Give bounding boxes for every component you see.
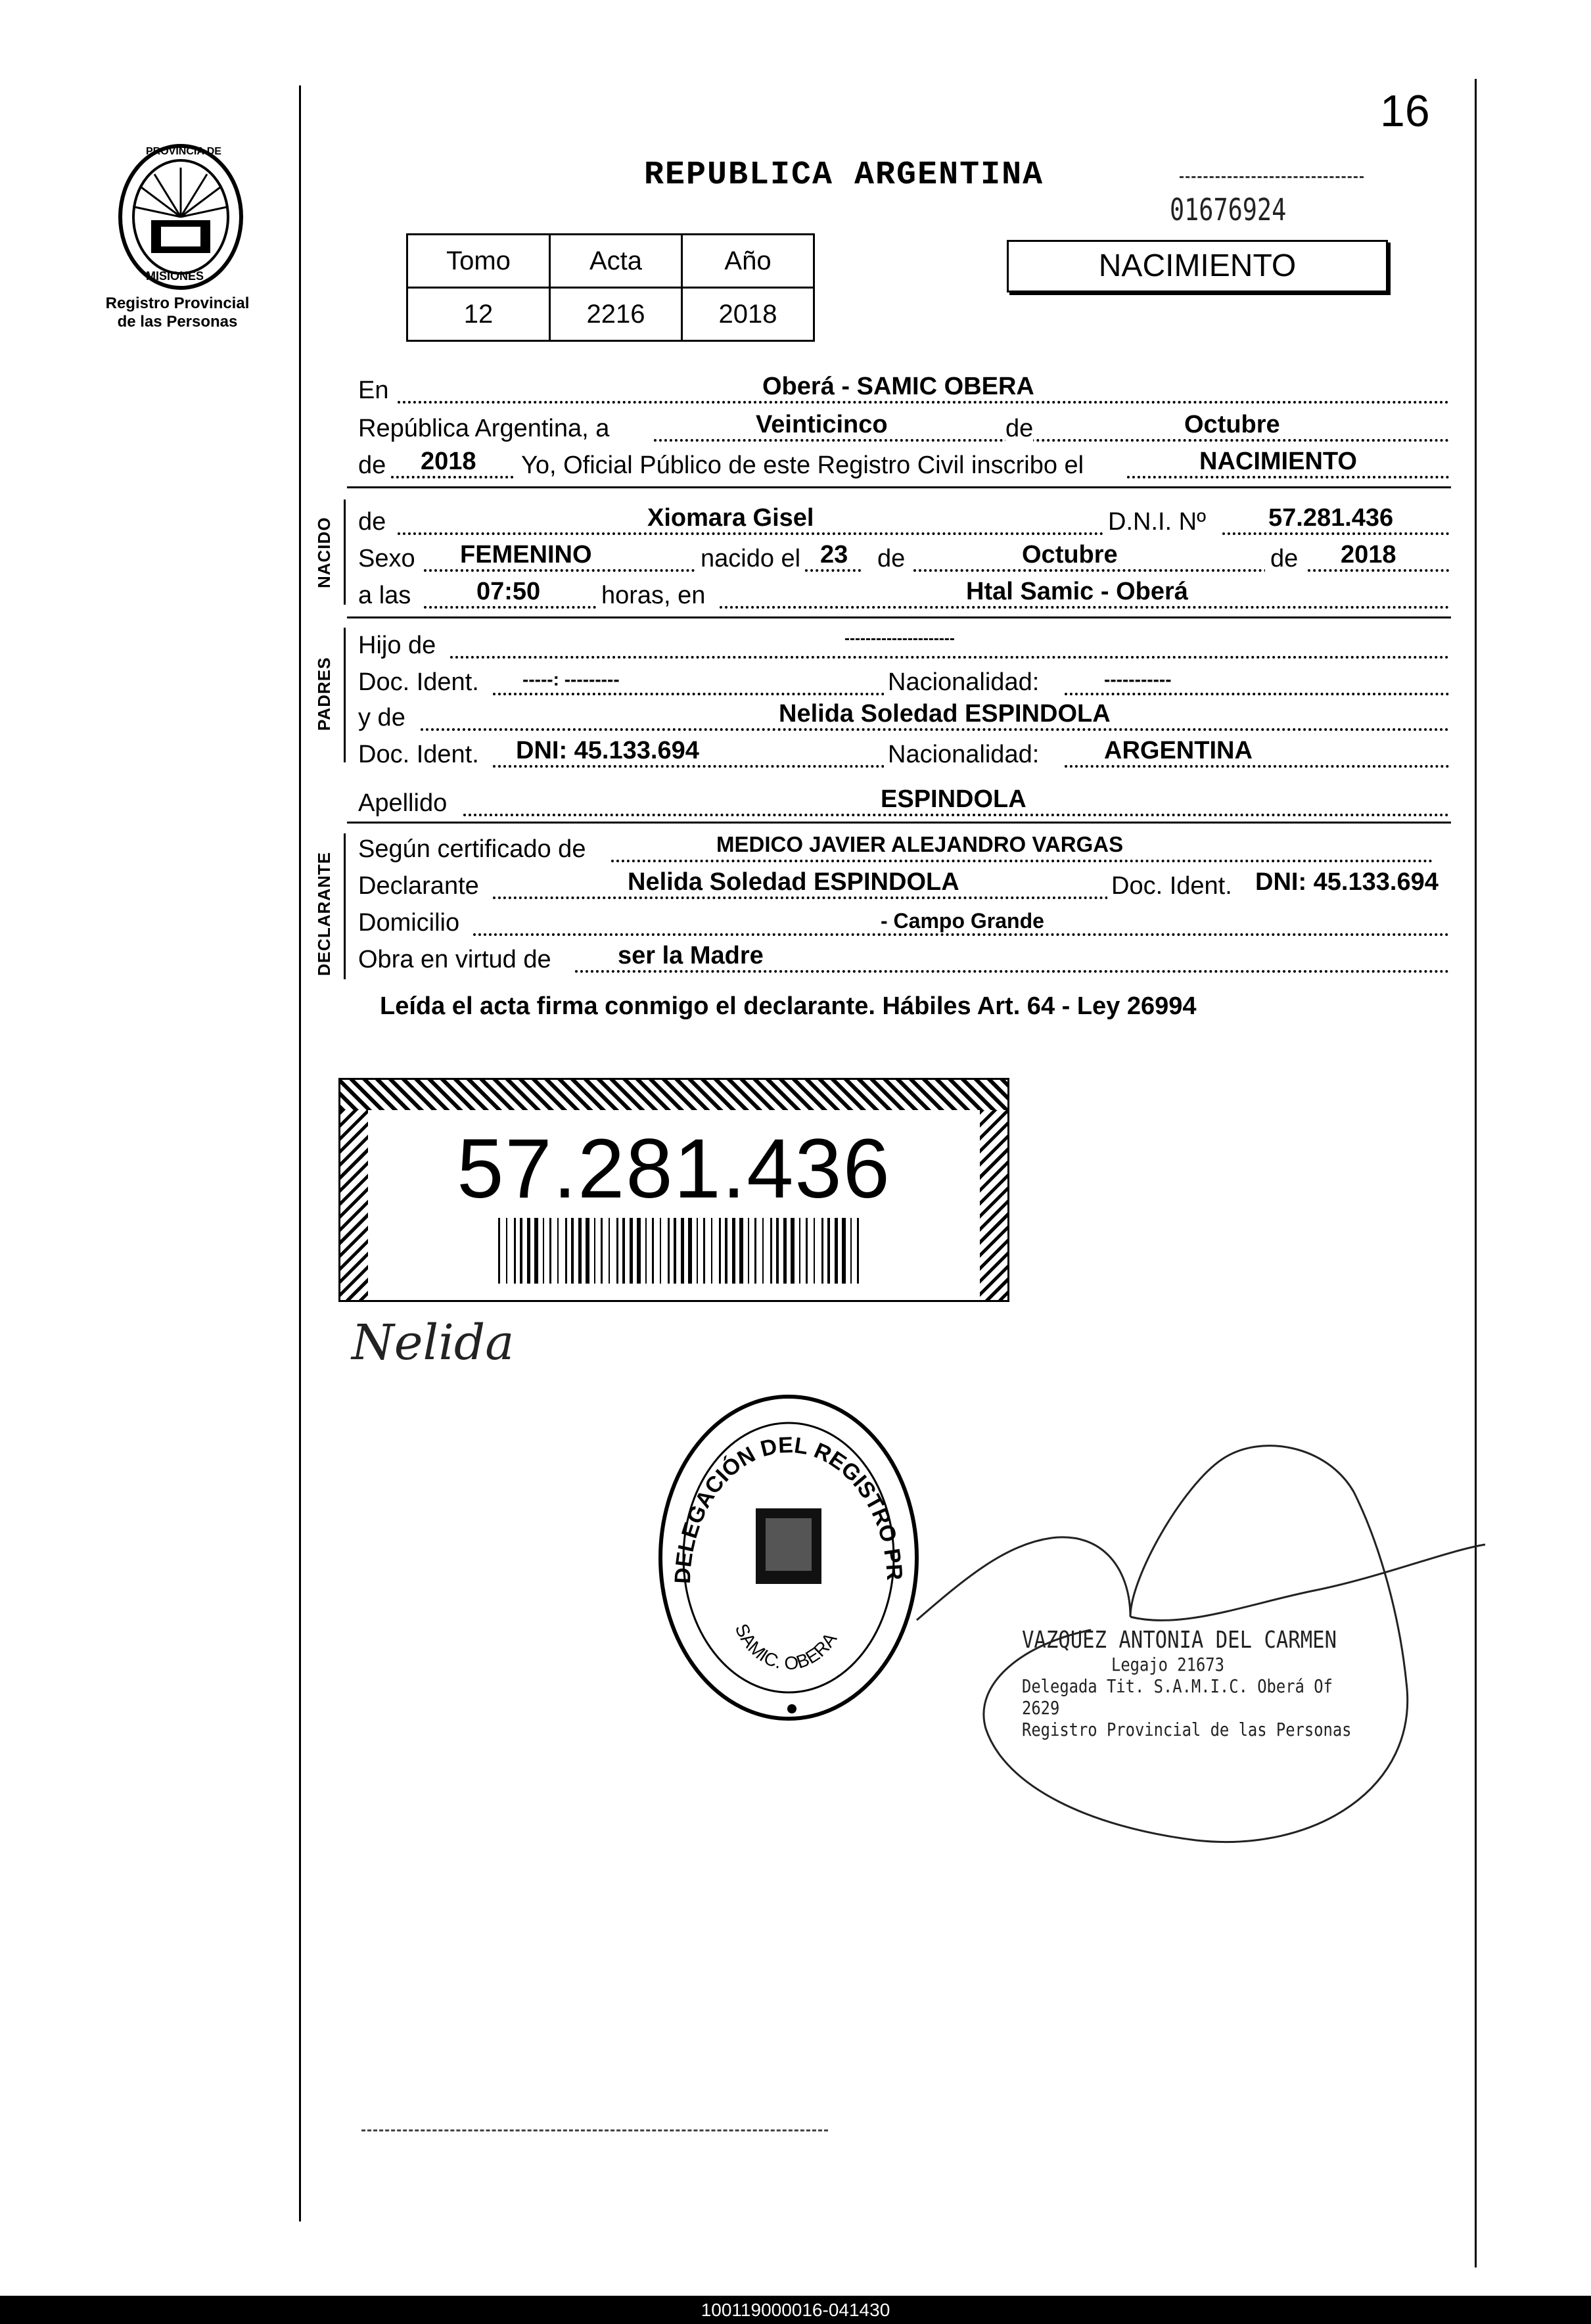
dotted-line [424,606,601,609]
dotted-line [913,569,1288,572]
nacido-de-year-label: de [1265,545,1298,573]
barcode-bar [703,1218,705,1284]
dom-value: - Campo Grande [881,909,1044,933]
declarante-bracket [344,833,346,979]
horas-label: horas, en [596,582,705,610]
barcode-bar [776,1218,779,1284]
barcode-bar [549,1218,551,1284]
birth-month-value: Octubre [1022,541,1118,569]
child-dni-value: 57.281.436 [1268,504,1394,532]
tomo-header: Tomo [407,235,550,288]
place-value: Oberá - SAMIC OBERA [762,373,1034,400]
barcode-bar [543,1218,544,1284]
dotted-line [805,569,861,572]
row-certificado [358,833,1449,866]
row-a-las [358,580,1449,613]
day-words-value: Veinticinco [756,411,888,438]
barcode-bar [739,1218,743,1284]
seal-top-text: PROVINCIA DE [146,146,221,157]
barcode-bar [814,1218,815,1284]
handwritten-signature: Nelida [352,1314,515,1371]
nacido-el-label: nacido el [697,545,800,573]
barcode-bar [622,1218,625,1284]
nacido-de-label: de [358,508,386,536]
anio-value: 2018 [682,288,814,341]
barcode-bar [821,1218,823,1284]
nacido-bracket [344,500,346,605]
official-name: VAZQUEZ ANTONIA DEL CARMEN [1022,1627,1337,1654]
seal-bottom-text: MISIONES [146,269,204,283]
barcode-bar [616,1218,618,1284]
barcode-bar [857,1218,859,1284]
dotted-line [575,970,1449,973]
dotted-line [720,606,1449,609]
sexo-label: Sexo [358,545,415,572]
dotted-line [654,439,1449,442]
dotted-line [1222,532,1449,535]
decl-doc-label: Doc. Ident. [1107,872,1232,900]
row-hijo-de [358,630,1449,662]
dotted-line [424,569,700,572]
father-name-value: --------------------- [844,630,955,647]
official-registry: Registro Provincial de las Personas [1022,1719,1352,1740]
barcode-bar [674,1218,676,1284]
faded-bottom-line [361,2129,828,2131]
barcode-bar [527,1218,530,1284]
barcode-bar [565,1218,567,1284]
intro-underline [347,486,1451,488]
barcode-bar [770,1218,772,1284]
row-father-doc [358,666,1449,699]
row-mother-doc [358,739,1449,772]
svg-text:SAMIC. OBERA [731,1621,841,1674]
apellido-label: Apellido [358,789,448,817]
row-y-de [358,702,1449,735]
decl-label: Declarante [358,872,479,900]
row-apellido [358,787,1449,820]
barcode-bar [719,1218,721,1284]
official-role: Delegada Tit. S.A.M.I.C. Oberá Of 2629 [1022,1675,1333,1719]
dni-label: D.N.I. Nº [1104,508,1206,536]
de-label: de [1005,415,1034,442]
dotted-line [1065,693,1449,695]
barcode-bar [799,1218,800,1284]
sexo-value: FEMENINO [460,541,592,569]
barcode-bar [506,1218,507,1284]
mother-nac-value: ARGENTINA [1104,737,1253,764]
child-name-value: Xiomara Gisel [647,504,814,532]
row-sexo [358,543,1449,576]
dni-number: 57.281.436 [457,1122,891,1216]
barcode-bar [688,1218,692,1284]
padres-label: PADRES [314,657,334,731]
dotted-line [473,933,1449,936]
barcode-bar [645,1218,647,1284]
apellido-underline [347,822,1451,824]
acta-header: Acta [550,235,682,288]
barcode-bar [668,1218,670,1284]
father-doc-value: -----: --------- [522,669,620,689]
barcode-bar [681,1218,684,1284]
barcode-bar [609,1218,610,1284]
cert-label: Según certificado de [358,835,586,863]
birth-year-value: 2018 [1341,541,1396,569]
document-type: NACIMIENTO [1007,240,1388,292]
barcode-bar [827,1218,830,1284]
page-number: 16 [1380,86,1430,136]
barcode-icon [498,1218,860,1284]
dotted-line [1308,569,1449,572]
hijo-de-label: Hijo de [358,632,436,659]
acta-value: 2216 [550,288,682,341]
dotted-line [398,532,1114,535]
anio-header: Año [682,235,814,288]
nacido-label: NACIDO [314,517,334,588]
official-text: Yo, Oficial Público de este Registro Civil inscribo el [516,452,1084,480]
barcode-bar [762,1218,764,1284]
stamp-text: DELEGACIÓN DEL REGISTRO PR [670,1432,908,1585]
obra-label: Obra en virtud de [358,946,551,973]
dni-label-box [338,1078,1009,1302]
barcode-bar [557,1218,559,1284]
decl-doc-value: DNI: 45.133.694 [1255,868,1439,896]
barcode-bar [783,1218,787,1284]
mother-doc-value: DNI: 45.133.694 [516,737,699,764]
mother-doc-label: Doc. Ident. [358,741,479,768]
barcode-bar [806,1218,808,1284]
apellido-value: ESPINDOLA [881,785,1026,813]
decl-name-value: Nelida Soledad ESPINDOLA [628,868,959,896]
row-nacido-name [358,506,1449,539]
barcode-bar [571,1218,574,1284]
obra-value: ser la Madre [618,942,764,969]
country-title: REPUBLICA ARGENTINA [644,156,1044,194]
barcode-bar [748,1218,749,1284]
en-label: En [358,377,389,404]
stamp-inner-text: SAMIC. OBERA [731,1620,841,1674]
de-label-2: de [358,452,386,479]
left-margin-line [299,85,301,2221]
barcode-bar [601,1218,603,1284]
barcode-bar [578,1218,582,1284]
father-doc-label: Doc. Ident. [358,668,479,696]
barcode-bar [725,1218,727,1284]
registry-label [95,294,260,331]
barcode-bar [637,1218,641,1284]
row-domicilio [358,907,1449,940]
year-value: 2018 [421,448,476,475]
dom-label: Domicilio [358,909,460,937]
tomo-value: 12 [407,288,550,341]
barcode-bar [711,1218,712,1284]
nacido-underline [347,616,1451,618]
a-las-label: a las [358,582,411,609]
record-table [406,233,815,342]
padres-bracket [344,628,346,762]
row-en [358,375,1449,407]
nacido-de-month-label: de [877,545,906,572]
barcode-bar [732,1218,735,1284]
cert-value: MEDICO JAVIER ALEJANDRO VARGAS [716,832,1124,856]
row-de-year [358,450,1449,482]
mother-name-value: Nelida Soledad ESPINDOLA [779,700,1111,728]
barcode-bar [660,1218,661,1284]
father-nac-label: Nacionalidad: [884,668,1039,697]
dotted-line [398,401,1449,404]
record-type-value: NACIMIENTO [1199,448,1357,475]
dotted-line [1127,476,1449,478]
dotted-line [1065,765,1449,768]
registry-label-line1: Registro Provincial [105,294,250,312]
barcode-bar [791,1218,795,1284]
dotted-line [463,814,1449,816]
birth-place-value: Htal Samic - Oberá [966,578,1188,605]
barcode-bar [652,1218,654,1284]
official-legajo: Legajo 21673 [1111,1654,1224,1675]
barcode-bar [842,1218,846,1284]
footer-code: 100119000016-041430 [0,2296,1591,2324]
dotted-line [391,476,529,478]
legal-text: Leída el acta firma conmigo el declarante. Hábiles Art. 64 - Ley 26994 [380,992,1197,1020]
barcode-bar [630,1218,633,1284]
declarante-label: DECLARANTE [314,851,334,976]
right-margin-line [1475,79,1477,2267]
dotted-line [421,728,1449,731]
republica-label: República Argentina, a [358,415,610,442]
barcode-bar [754,1218,756,1284]
serial-number: 01676924 [1170,192,1287,227]
barcode-bar [850,1218,852,1284]
row-obra [358,944,1449,977]
barcode-bar [514,1218,516,1284]
birth-time-value: 07:50 [476,578,541,605]
row-declarante [358,870,1449,903]
birth-day-value: 23 [820,541,848,569]
security-pattern [340,1080,1007,1110]
barcode-bar [835,1218,838,1284]
mother-nac-label: Nacionalidad: [884,741,1039,769]
barcode-bar [534,1218,538,1284]
serial-scribble [1180,176,1364,178]
dotted-line [611,860,1433,862]
row-republica [358,413,1449,446]
dotted-line [450,656,1449,659]
month-value: Octubre [1184,411,1280,438]
barcode-bar [520,1218,522,1284]
registry-label-line2: de las Personas [117,313,238,331]
barcode-bar [594,1218,595,1284]
barcode-bar [498,1218,500,1284]
father-nac-value: ----------- [1104,669,1172,689]
official-stamp-text [1022,1627,1410,1740]
y-de-label: y de [358,704,405,732]
barcode-bar [586,1218,589,1284]
barcode-bar [697,1218,698,1284]
